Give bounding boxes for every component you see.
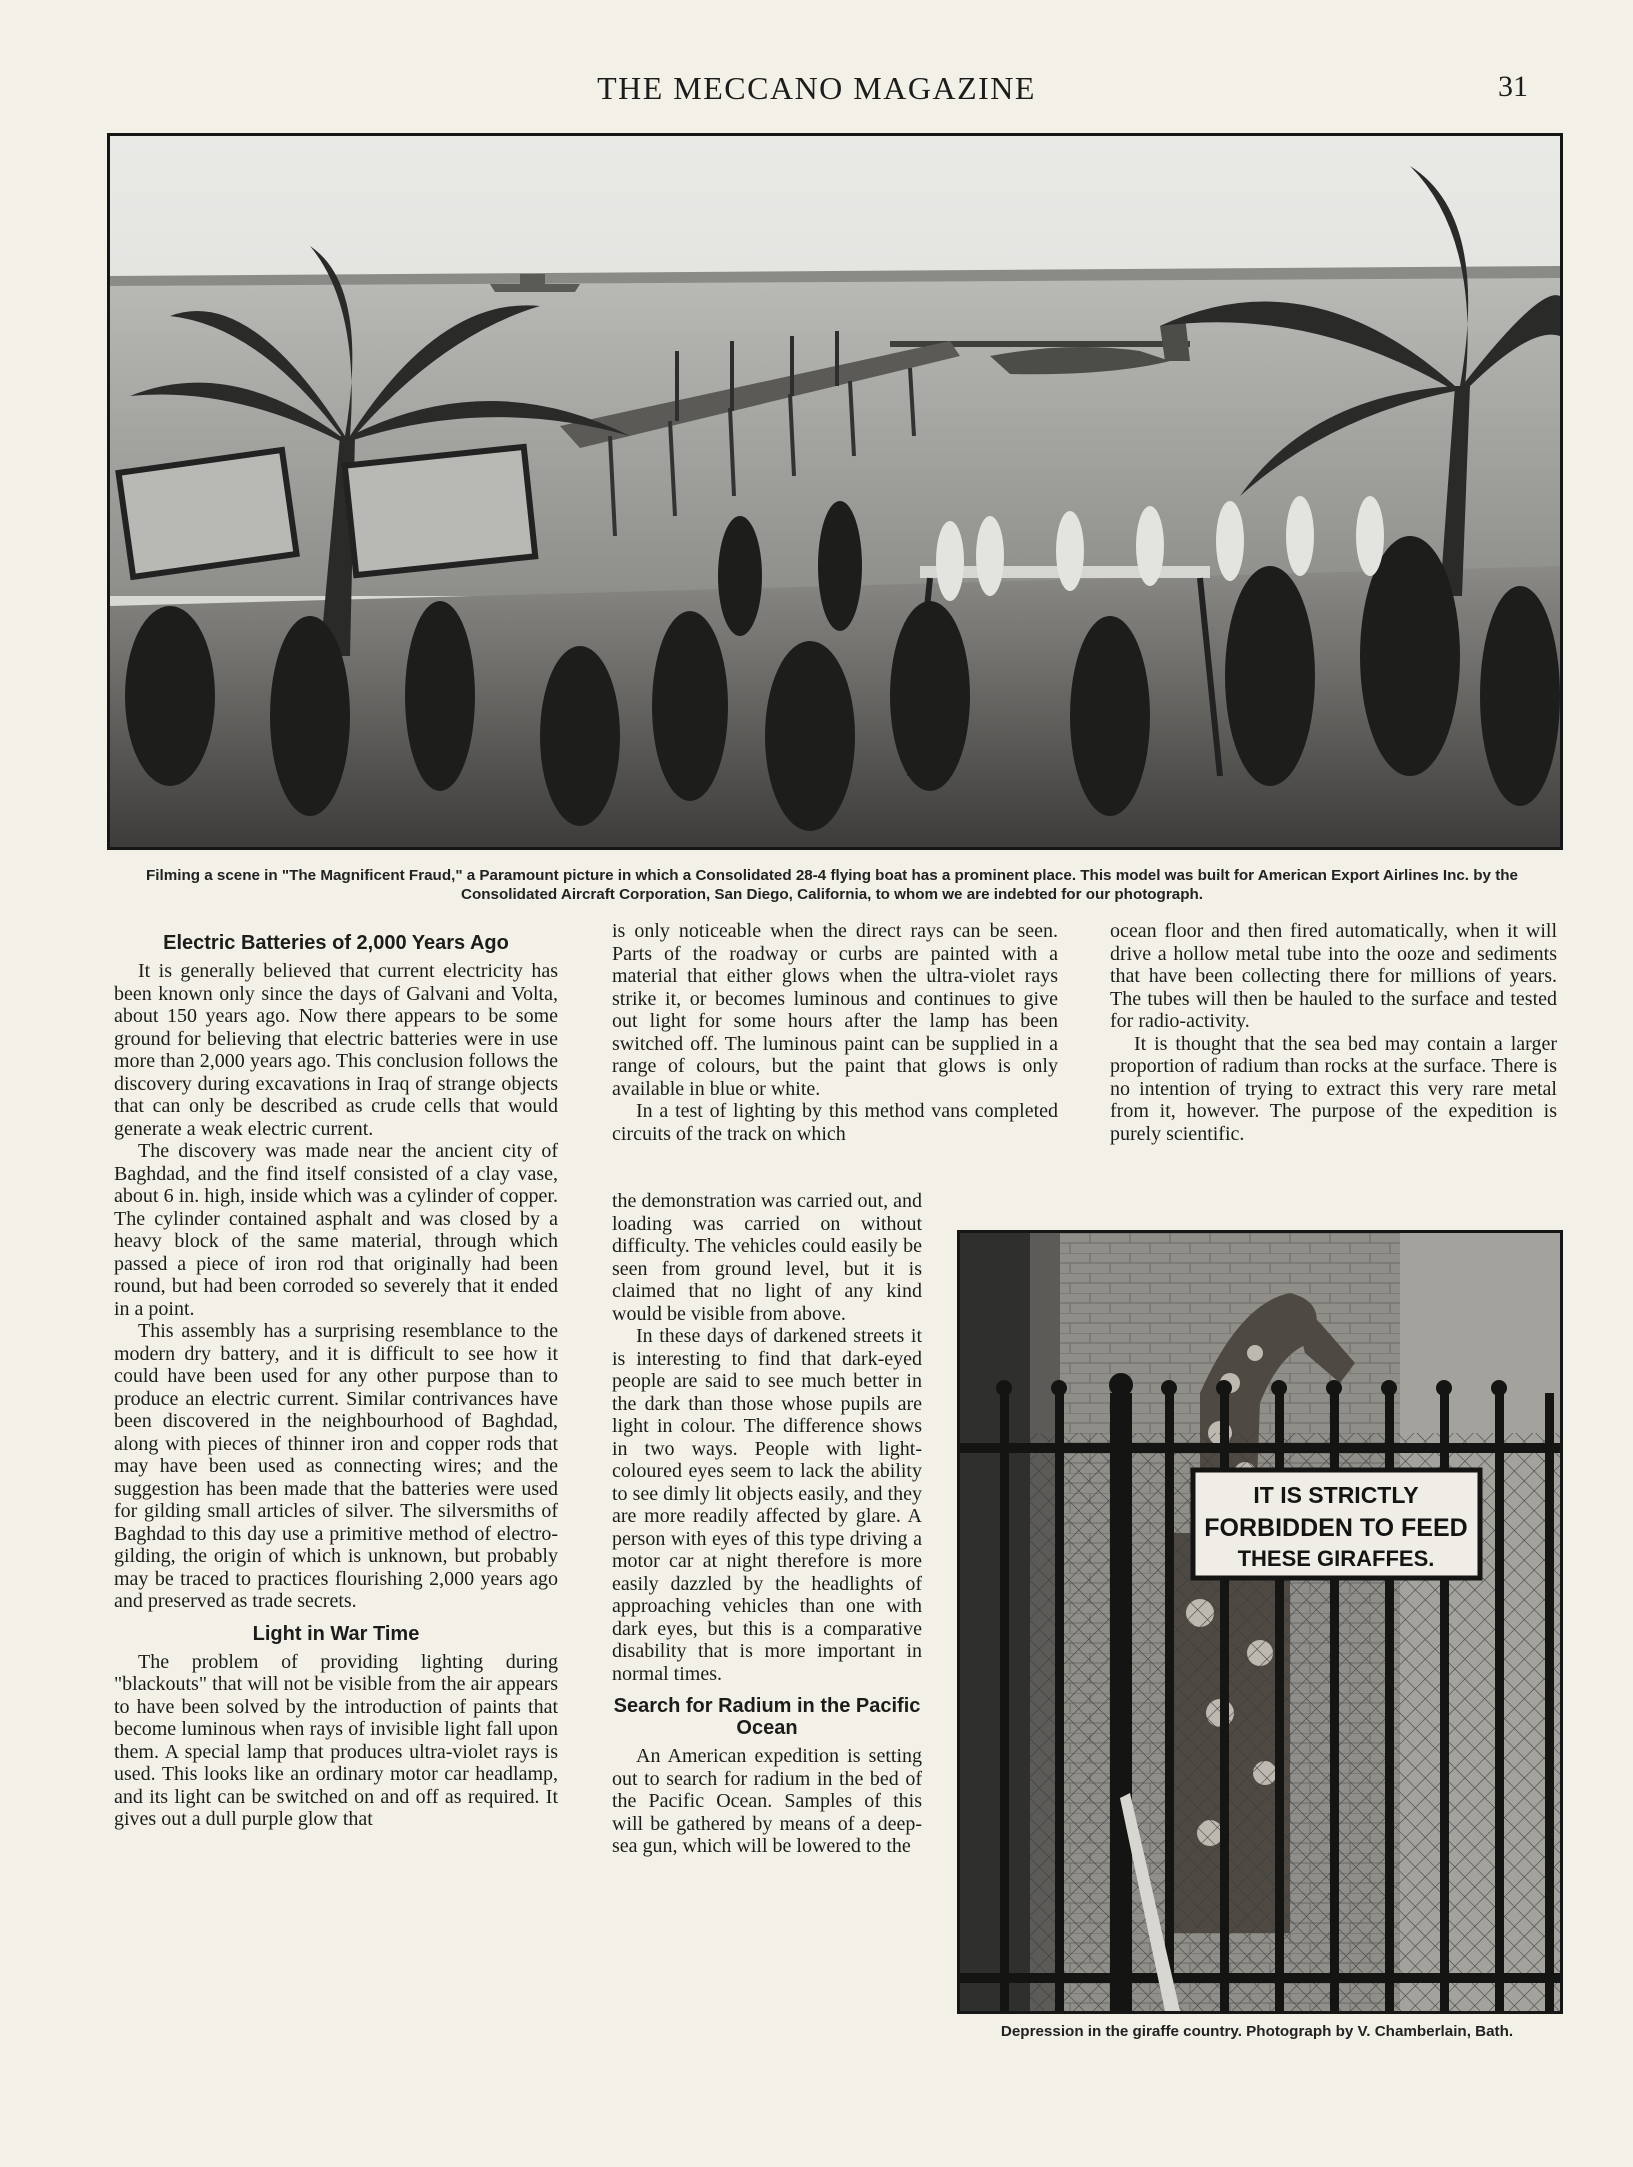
filming-scene-caption: Filming a scene in "The Magnificent Fraud," a Paramount picture in which a Consolidated 28-4 flying boat has a prominent place. This model was built for American Export Airlines Inc. by the Consolidated Aircraft Corporation, San Diego, California, to whom we are indebted for our photograph. (146, 867, 1518, 903)
filming-scene-image (110, 136, 1560, 847)
giraffe-photo (957, 1230, 1563, 2014)
column-2-lower (612, 1190, 922, 1858)
sign-line-2: FORBIDDEN TO FEED (1204, 1514, 1468, 1542)
batteries-paragraph-2: The discovery was made near the ancient city of Baghdad, and the find itself consisted of a clay vase, about 6 in. high, inside which was a cylinder of copper. The cylinder contained asphalt and was closed by a heavy block of the same material, through which passed a piece of iron rod that originally had been round, but had been corroded so severely that it ended in a point. (114, 1140, 558, 1320)
radium-paragraph-1a: An American expedition is setting out to search for radium in the bed of the Pacific Ocean. Samples of this will be gathered by means of a deep-sea gun, which will be lowered to the (612, 1745, 922, 1857)
war-light-paragraph-1b: is only noticeable when the direct rays can be seen. Parts of the roadway or curbs are painted with a material that either glows when the ultra-violet rays strike it, or becomes luminous and continues to give out light for some hours after the lamp has been switched off. The luminous paint can be supplied in a range of colours, but the paint that glows is only available in blue or white. (612, 920, 1058, 1100)
batteries-heading: Electric Batteries of 2,000 Years Ago (163, 932, 509, 954)
sign-line-1: IT IS STRICTLY (1253, 1482, 1419, 1508)
column-2-upper (612, 920, 1058, 1145)
running-head (0, 70, 1633, 114)
radium-paragraph-1b: ocean floor and then fired automatically, when it will drive a hollow metal tube into the ooze and sediments that have been collecting there for millions of years. The tubes will then be hauled to the surface and tested for radio-activity. (1110, 920, 1557, 1032)
batteries-paragraph-1: It is generally believed that current electricity has been known only since the days of Galvani and Volta, about 150 years ago. Now there appears to be some ground for believing that electric batteries were in use more than 2,000 years ago. This conclusion follows the discovery during excavations in Iraq of strange objects that can only be described as crude cells that would generate a weak electric current. (114, 960, 558, 1140)
column-1 (114, 932, 558, 1831)
batteries-paragraph-3: This assembly has a surprising resemblance to the modern dry battery, and it is difficult to see how it could have been used for any other purpose than to produce an electric current. Similar contrivances have been discovered in the neighbourhood of Baghdad, along with pieces of thinner iron and copper rods that may have been used as connecting wires; and the suggestion has been made that the batteries were used for gilding small articles of silver. The silversmiths of Baghdad to this day use a primitive method of electro-gilding, the origin of which is unknown, but probably may be traced to practices flourishing 2,000 years ago and preserved as trade secrets. (114, 1320, 558, 1612)
radium-heading: Search for Radium in the Pacific Ocean (613, 1695, 921, 1739)
magazine-title: THE MECCANO MAGAZINE (597, 70, 1036, 106)
giraffe-image (960, 1233, 1560, 2011)
war-light-heading: Light in War Time (252, 1622, 420, 1645)
column-3 (1110, 920, 1557, 1145)
sign-line-3: THESE GIRAFFES. (1237, 1546, 1435, 1571)
war-light-paragraph-3: In these days of darkened streets it is interesting to find that dark-eyed people are said to see much better in the dark than those whose pupils are light in colour. The difference shows in two ways. People with light-coloured eyes seem to lack the ability to see dimly lit objects easily, and they are more readily affected by glare. A person with eyes of this type driving a motor car at night therefore is more easily dazzled by the headlights of approaching vehicles than one with dark eyes, but this is a comparative disability that is more important in normal times. (612, 1325, 922, 1685)
giraffe-caption: Depression in the giraffe country. Photograph by V. Chamberlain, Bath. (1000, 2023, 1514, 2040)
war-light-paragraph-2a: In a test of lighting by this method vans completed circuits of the track on which (612, 1100, 1058, 1145)
filming-scene-photo (107, 133, 1563, 850)
page-number: 31 (1498, 70, 1528, 103)
war-light-paragraph-2b: the demonstration was carried out, and loading was carried on without difficulty. The vehicles could easily be seen from ground level, but it is claimed that no light of any kind would be visible from above. (612, 1190, 922, 1325)
radium-paragraph-2: It is thought that the sea bed may contain a larger proportion of radium than rocks at the surface. There is no intention of trying to extract this very rare metal from it, however. The purpose of the expedition is purely scientific. (1110, 1032, 1557, 1145)
war-light-paragraph-1a: The problem of providing lighting during "blackouts" that will not be visible from the air appears to have been solved by the introduction of paints that become luminous when rays of invisible light fall upon them. A special lamp that produces ultra-violet rays is used. This looks like an ordinary motor car headlamp, and its light can be switched on and off as required. It gives out a dull purple glow that (114, 1650, 558, 1830)
